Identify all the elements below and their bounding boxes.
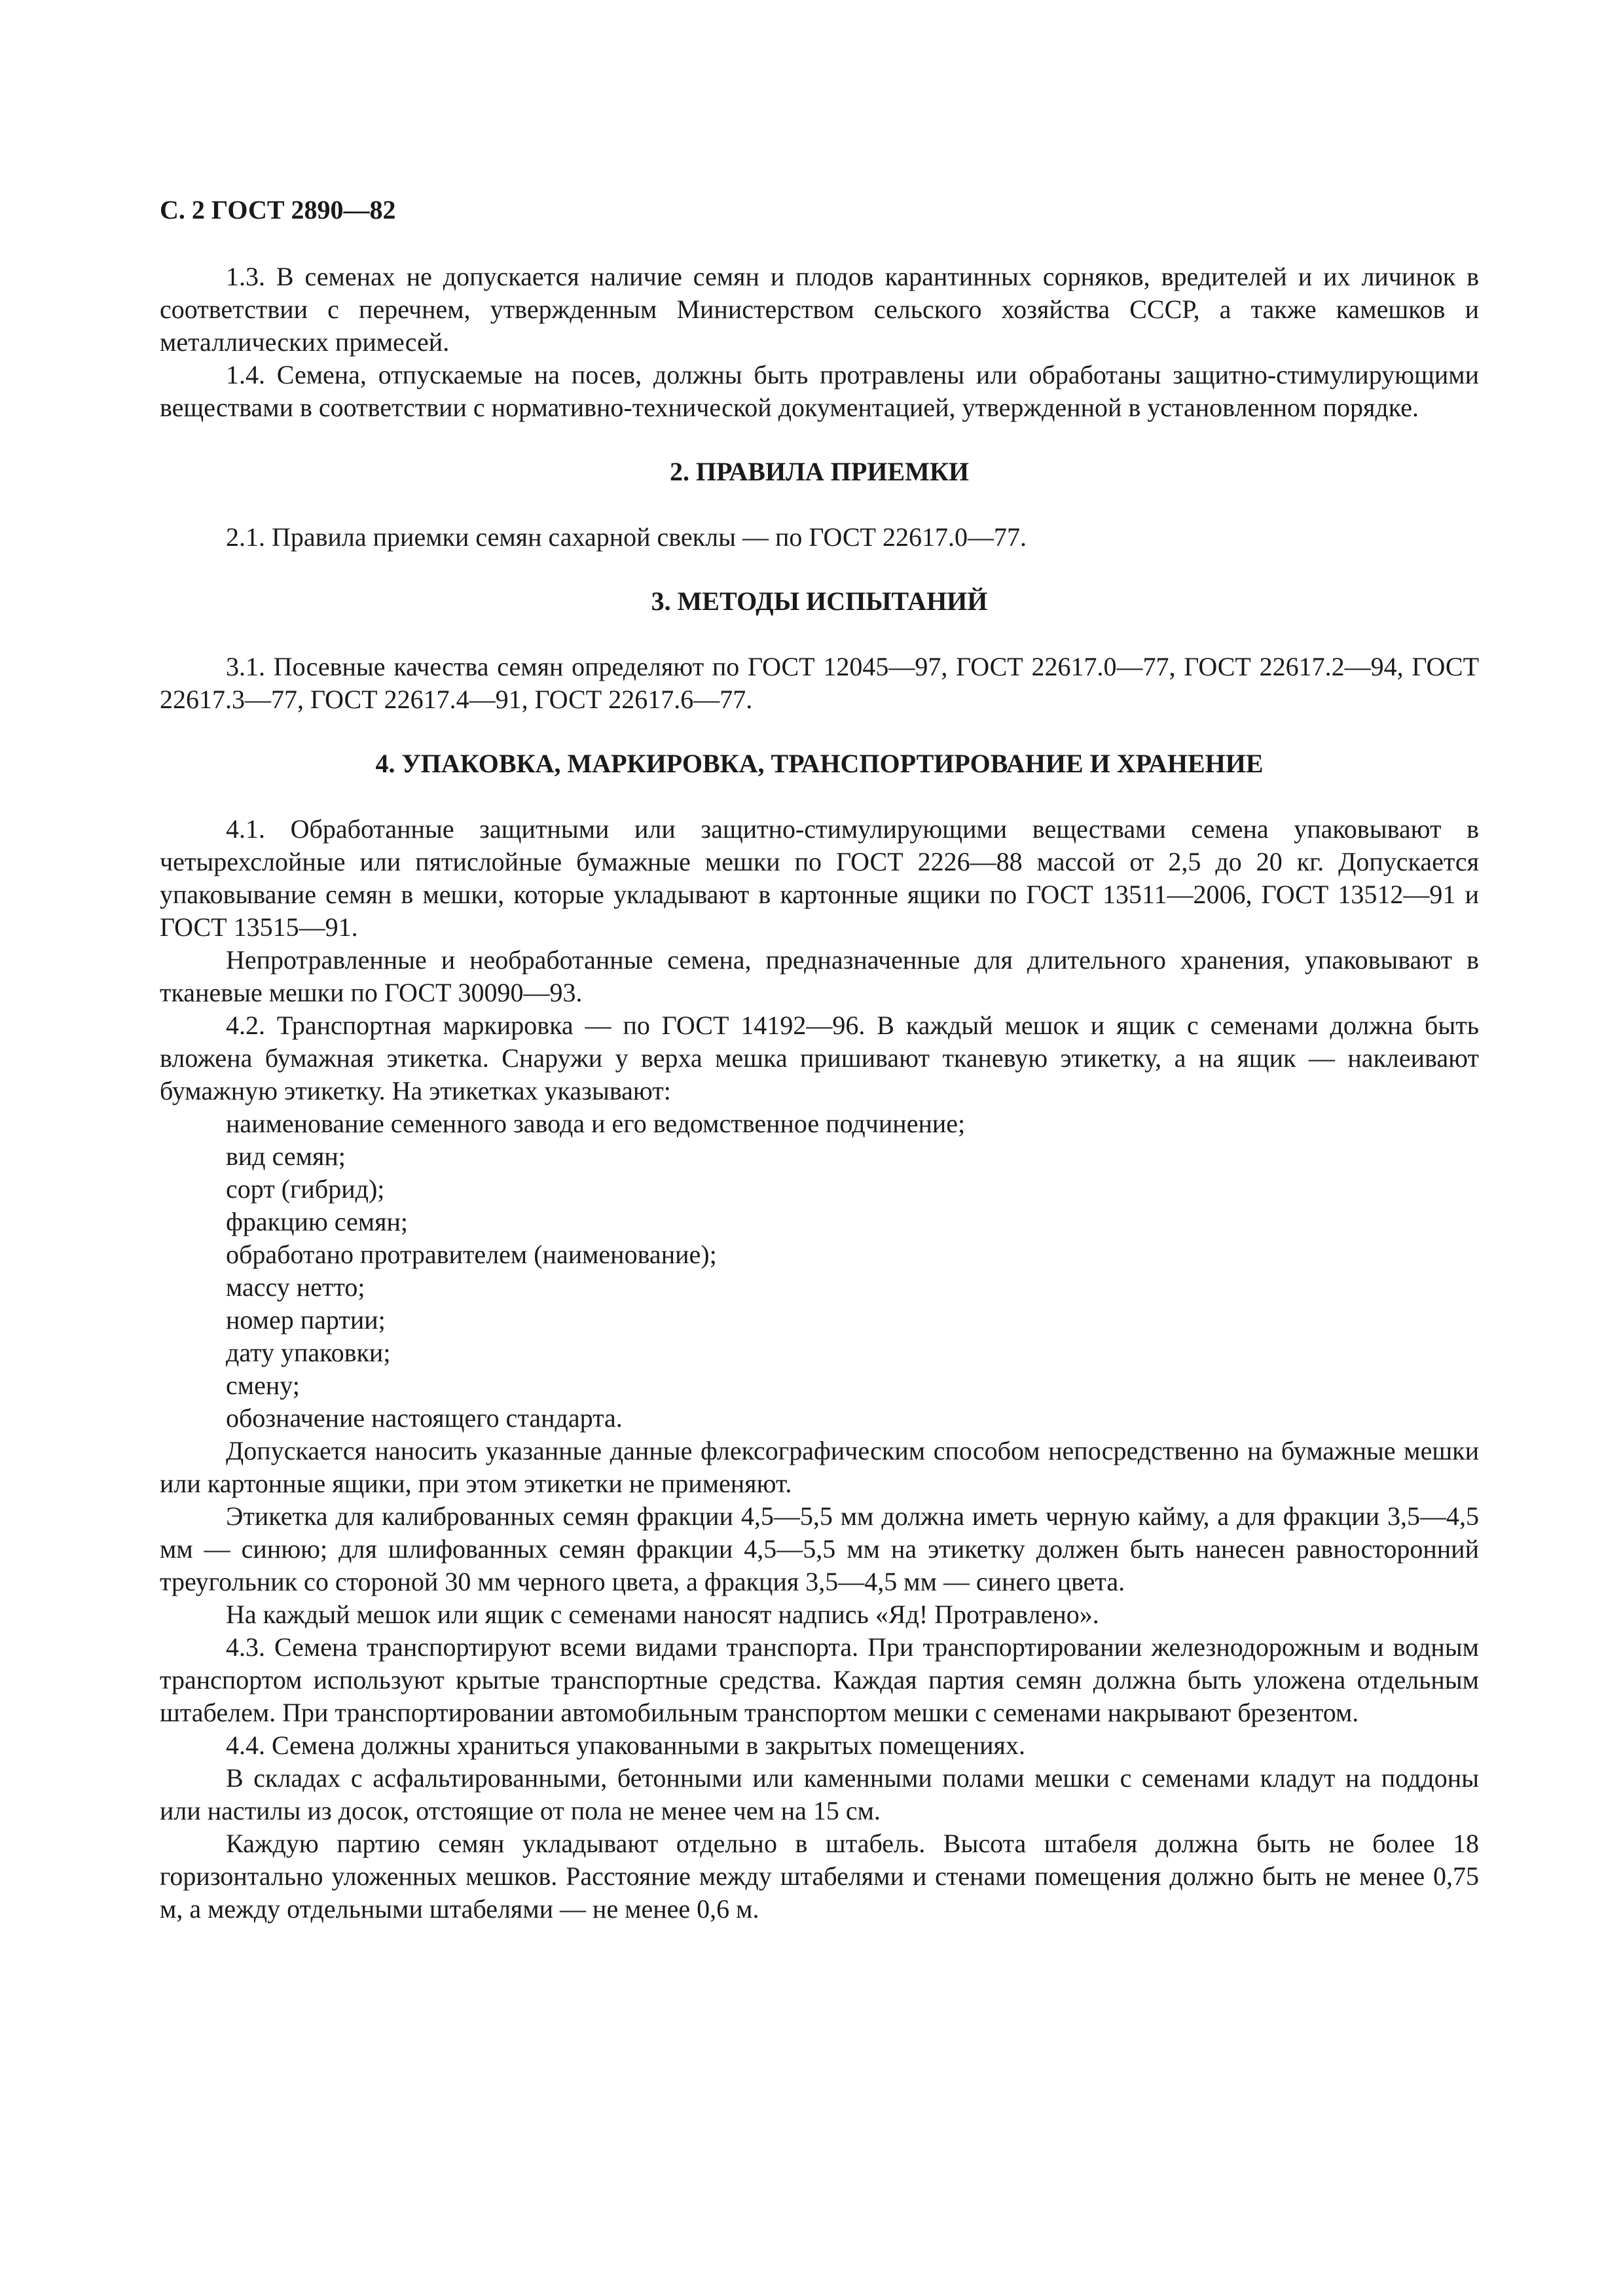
paragraph-4-4c: Каждую партию семян укладывают отдельно в штабель. Высота штабеля должна быть не более 18 горизонтально уложенных мешков. Расстояние между штабелями и стенами помещения должно быть не менее 0,75 м, а между отдельными штабелями — не менее 0,6 м.: [160, 1829, 1479, 1924]
list-item: смену;: [226, 1371, 300, 1400]
paragraph-4-3: 4.3. Семена транспортируют всеми видами транспорта. При транспортировании железнодорожным и водным транспортом используют крытые транспортные средства. Каждая партия семян должна быть уложена отдельным штабелем. При транспортировании автомобильным транспортом мешки с семенами накрывают брезентом.: [160, 1632, 1479, 1727]
list-item: сорт (гибрид);: [226, 1174, 385, 1204]
paragraph-4-4: 4.4. Семена должны храниться упакованными в закрытых помещениях.: [226, 1731, 1025, 1760]
section-3-heading: 3. МЕТОДЫ ИСПЫТАНИЙ: [651, 586, 988, 616]
paragraph-3-1: 3.1. Посевные качества семян определяют по ГОСТ 12045—97, ГОСТ 22617.0—77, ГОСТ 22617.2—94, ГОСТ 22617.3—77, ГОСТ 22617.4—91, ГОСТ 22617.6—77.: [160, 652, 1479, 714]
paragraph-4-2c: Этикетка для калиброванных семян фракции 4,5—5,5 мм должна иметь черную кайму, а для фракции 3,5—4,5 мм — синюю; для шлифованных семян фракции 4,5—5,5 мм на этикетку должен быть нанесен равносторонний треугольник со стороной 30 мм черного цвета, а фракция 3,5—4,5 мм — синего цвета.: [160, 1501, 1479, 1596]
list-item: номер партии;: [226, 1305, 386, 1335]
section-2-heading: 2. ПРАВИЛА ПРИЕМКИ: [669, 457, 969, 486]
section-4-heading: 4. УПАКОВКА, МАРКИРОВКА, ТРАНСПОРТИРОВАНИЕ И ХРАНЕНИЕ: [375, 749, 1264, 778]
document-page: [160, 194, 1479, 1926]
list-item: массу нетто;: [226, 1272, 365, 1302]
list-item: обозначение настоящего стандарта.: [226, 1403, 623, 1433]
list-item: фракцию семян;: [226, 1207, 409, 1236]
paragraph-2-1: 2.1. Правила приемки семян сахарной свеклы — по ГОСТ 22617.0—77.: [226, 522, 1027, 552]
paragraph-4-2b: Допускается наносить указанные данные флексографическим способом непосредственно на бумажные мешки или картонные ящики, при этом этикетки не применяют.: [160, 1436, 1479, 1498]
paragraph-4-1b: Непротравленные и необработанные семена, предназначенные для длительного хранения, упаковывают в тканевые мешки по ГОСТ 30090—93.: [160, 945, 1479, 1007]
paragraph-4-2: 4.2. Транспортная маркировка — по ГОСТ 14192—96. В каждый мешок и ящик с семенами должна быть вложена бумажная этикетка. Снаружи у верха мешка пришивают тканевую этикетку, а на ящик — наклеивают бумажную этикетку. На этикетках указывают:: [160, 1011, 1479, 1105]
paragraph-1-4: 1.4. Семена, отпускаемые на посев, должны быть протравлены или обработаны защитно-стимулирующими веществами в соответствии с нормативно-технической документацией, утвержденной в установленном порядке.: [160, 360, 1479, 422]
list-item: дату упаковки;: [226, 1338, 391, 1367]
paragraph-4-1: 4.1. Обработанные защитными или защитно-стимулирующими веществами семена упаковывают в четырехслойные или пятислойные бумажные мешки по ГОСТ 2226—88 массой от 2,5 до 20 кг. Допускается упаковывание семян в мешки, которые укладывают в картонные ящики по ГОСТ 13511—2006, ГОСТ 13512—91 и ГОСТ 13515—91.: [160, 814, 1479, 942]
page-header: С. 2 ГОСТ 2890—82: [160, 195, 396, 224]
list-item: обработано протравителем (наименование);: [226, 1240, 717, 1269]
paragraph-4-2d: На каждый мешок или ящик с семенами наносят надпись «Яд! Протравлено».: [226, 1600, 1099, 1629]
paragraph-4-4b: В складах с асфальтированными, бетонными или каменными полами мешки с семенами кладут на поддоны или настилы из досок, отстоящие от пола не менее чем на 15 см.: [160, 1763, 1479, 1825]
list-item: вид семян;: [226, 1141, 346, 1171]
list-item: наименование семенного завода и его ведомственное подчинение;: [226, 1109, 966, 1138]
label-items-list: [160, 1107, 1479, 1435]
paragraph-1-3: 1.3. В семенах не допускается наличие семян и плодов карантинных сорняков, вредителей и их личинок в соответствии с перечнем, утвержденным Министерством сельского хозяйства СССР, а также камешков и металлических примесей.: [160, 262, 1479, 357]
